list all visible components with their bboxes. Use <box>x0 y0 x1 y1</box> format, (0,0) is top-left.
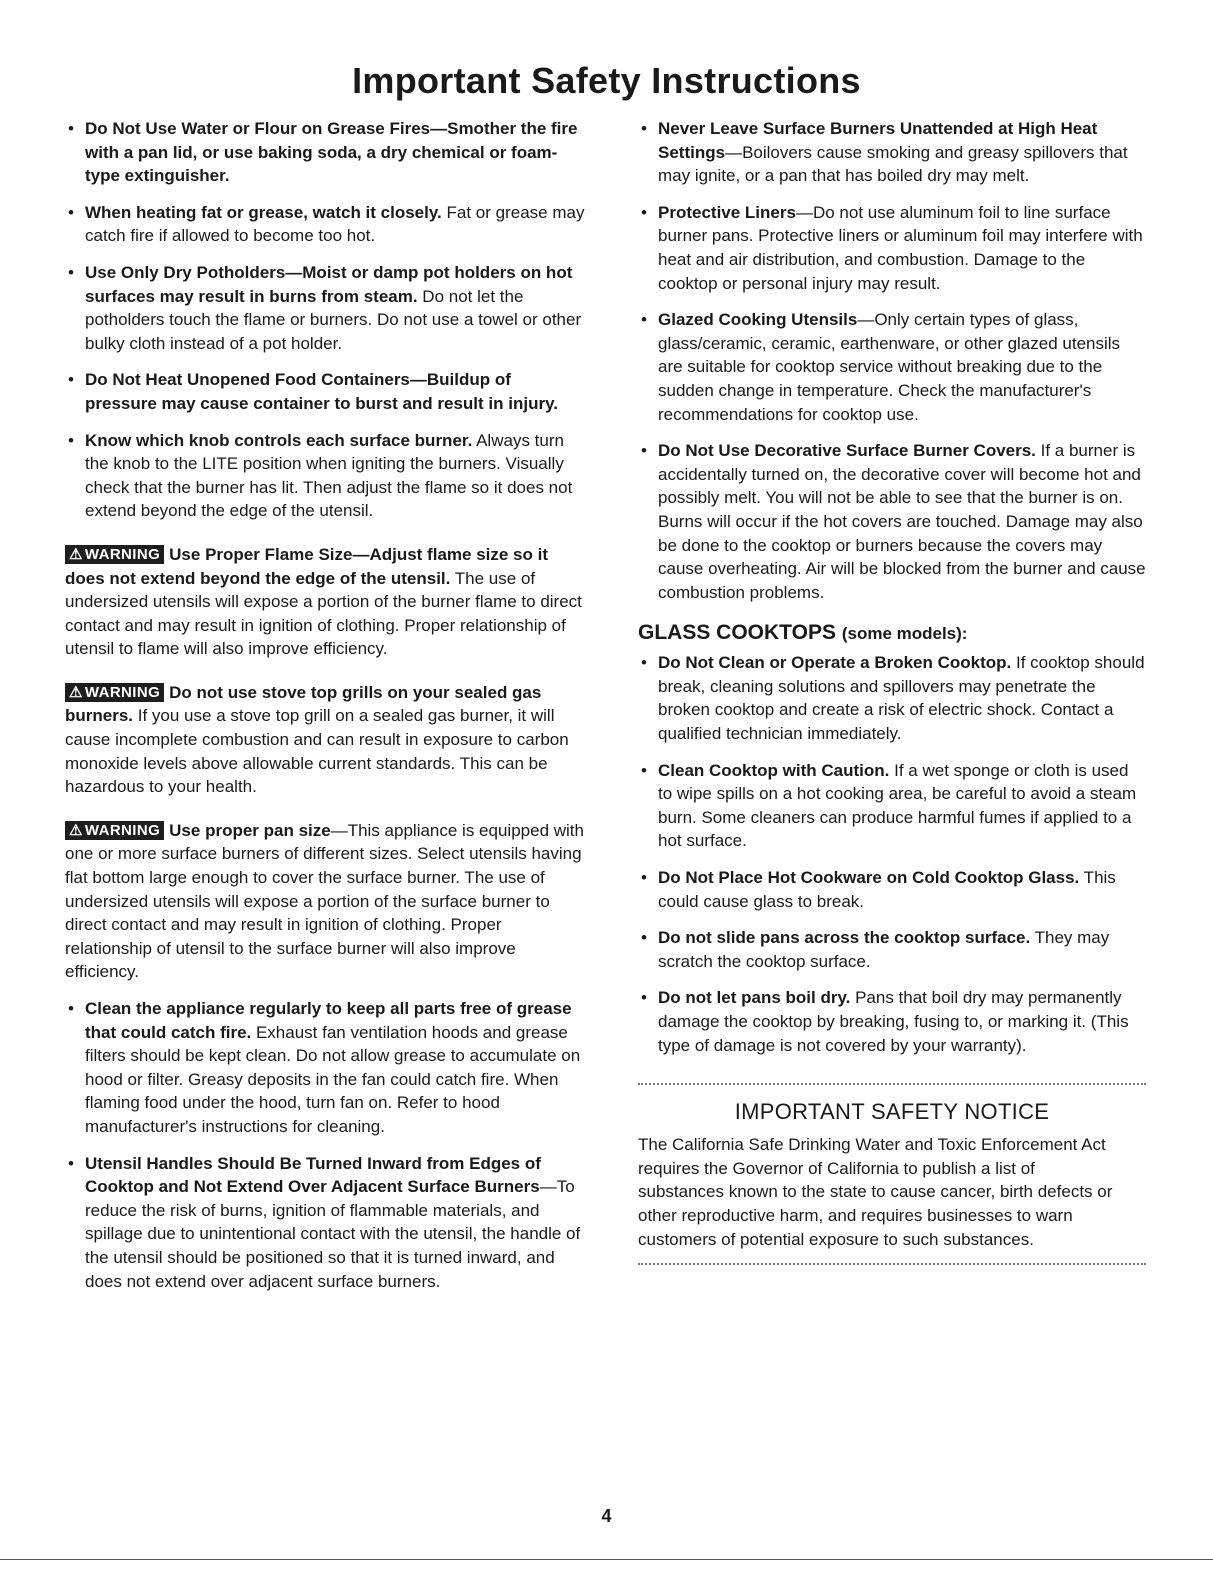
item-heading: Do not slide pans across the cooktop surface. <box>658 928 1031 948</box>
warning-triangle-icon: ⚠ <box>69 821 83 839</box>
item-heading: Protective Liners <box>658 202 796 222</box>
item-heading: Do Not Clean or Operate a Broken Cooktop. <box>658 653 1012 673</box>
list-item <box>638 759 1146 853</box>
warning-label: WARNING <box>84 545 161 563</box>
list-item <box>65 117 585 188</box>
warning-paragraph <box>65 681 585 799</box>
item-text: They may scratch the cooktop surface. <box>658 928 1110 971</box>
item-text: —Do not use aluminum foil to line surface burner pans. Protective liners or aluminum foil may interfere with heat and air distribution, and combustion. Damage to the cooktop or personal injury may result. <box>658 202 1143 293</box>
item-text: This could cause glass to break. <box>658 868 1116 911</box>
page-title: Important Safety Instructions <box>352 60 861 101</box>
item-heading: Utensil Handles Should Be Turned Inward from Edges of Cooktop and Not Extend Over Adjacent Surface Burners <box>85 1153 541 1197</box>
item-text: —Only certain types of glass, glass/ceramic, ceramic, earthenware, or other glazed utensils are suitable for cooktop service without breaking due to the sudden change in temperature. Check the manufacturer's recommendations for cooktop use. <box>658 310 1121 424</box>
warning-label: WARNING <box>84 821 161 839</box>
list-item <box>65 997 585 1139</box>
warning-text: The use of undersized utensils will expose a portion of the burner flame to direct contact and may result in ignition of clothing. Proper relationship of utensil to flame will also improve efficiency. <box>65 568 582 659</box>
warning-paragraph <box>65 819 585 984</box>
warning-text: If you use a stove top grill on a sealed gas burner, it will cause incomplete combustion and can result in exposure to carbon monoxide levels above allowable current standards. This can be hazardous to your health. <box>65 706 569 797</box>
item-heading: Never Leave Surface Burners Unattended at High Heat Settings <box>658 119 1098 162</box>
glass-cooktops-subtitle: (some models): <box>841 624 968 644</box>
warning-badge <box>65 683 164 702</box>
item-heading: Do Not Heat Unopened Food Containers—Buildup of pressure may cause container to burst and result in injury. <box>85 370 558 413</box>
item-text: Do not let the potholders touch the flame or burners. Do not use a towel or other bulky cloth instead of a pot holder. <box>85 286 582 353</box>
notice-title: IMPORTANT SAFETY NOTICE <box>734 1099 1050 1125</box>
warning-heading: Use proper pan size <box>169 820 331 840</box>
list-item <box>65 429 585 523</box>
list-item <box>638 201 1146 295</box>
list-item <box>65 1152 585 1294</box>
item-text: Pans that boil dry may permanently damage the cooktop by breaking, fusing to, or marking it. (This type of damage is not covered by your warranty). <box>658 988 1129 1055</box>
item-text: If a wet sponge or cloth is used to wipe spills on a hot cooking area, be careful to avoid a steam burn. Some cleaners can produce harmful fumes if applied to a hot surface. <box>658 760 1137 851</box>
warning-badge <box>65 545 164 564</box>
item-heading: Do Not Place Hot Cookware on Cold Cooktop Glass. <box>658 868 1080 888</box>
page-number: 4 <box>601 1506 612 1526</box>
item-text: Fat or grease may catch fire if allowed to become too hot. <box>85 202 585 246</box>
item-text: Exhaust fan ventilation hoods and grease filters should be kept clean. Do not allow grease to accumulate on hood or filter. Greasy deposits in the fan could catch fire. When flaming food under the hood, turn fan on. Refer to hood manufacturer's instructions for cleaning. <box>85 1022 581 1136</box>
warning-heading: Do not use stove top grills on your sealed gas burners. <box>65 682 542 726</box>
item-heading: Do Not Use Water or Flour on Grease Fires—Smother the fire with a pan lid, or use baking soda, a dry chemical or foam-type extinguisher. <box>85 119 578 186</box>
item-text: If a burner is accidentally turned on, the decorative cover will become hot and possibly melt. You will not be able to see that the burner is on. Burns will occur if the hot covers are touched. Damage may also be done to the cooktop or burners because the covers may cause overheating. Air will be blocked from the burner and cause combustion problems. <box>658 441 1146 602</box>
item-heading: Know which knob controls each surface burner. <box>85 430 473 450</box>
glass-cooktops-heading <box>638 620 1146 647</box>
item-text: If cooktop should break, cleaning solutions and spillovers may penetrate the broken cooktop and create a risk of electric shock. Contact a qualified technician immediately. <box>658 653 1145 744</box>
warning-text: —This appliance is equipped with one or more surface burners of different sizes. Select utensils having flat bottom large enough to cover the surface burner. The use of undersized utensils will expose a portion of the surface burner to direct contact and may result in ignition of clothing. Proper relationship of utensil to the surface burner will also improve efficiency. <box>65 820 584 982</box>
item-text: Always turn the knob to the LITE position when igniting the burners. Visually check that the burner has lit. Then adjust the flame so it does not extend beyond the edge of the utensil. <box>85 430 573 521</box>
list-item <box>638 986 1146 1057</box>
list-item <box>638 439 1146 604</box>
item-heading: When heating fat or grease, watch it closely. <box>85 202 442 222</box>
list-item <box>65 201 585 248</box>
item-heading: Clean Cooktop with Caution. <box>658 760 890 780</box>
warning-triangle-icon: ⚠ <box>69 545 83 563</box>
notice-divider-bottom <box>638 1263 1146 1265</box>
warning-triangle-icon: ⚠ <box>69 683 83 701</box>
warning-badge <box>65 821 164 840</box>
notice-divider-top <box>638 1083 1146 1085</box>
list-item <box>638 926 1146 973</box>
warning-heading: Use Proper Flame Size—Adjust flame size so it does not extend beyond the edge of the utensil. <box>65 544 548 588</box>
item-text: —Boilovers cause smoking and greasy spillovers that may ignite, or a pan that has boiled dry may melt. <box>658 142 1128 186</box>
list-item <box>638 866 1146 913</box>
item-heading: Do Not Use Decorative Surface Burner Covers. <box>658 441 1036 461</box>
warning-paragraph <box>65 543 585 661</box>
list-item <box>638 651 1146 745</box>
item-heading: Do not let pans boil dry. <box>658 988 851 1008</box>
left-column <box>65 117 585 1306</box>
notice-body: The California Safe Drinking Water and Toxic Enforcement Act requires the Governor of California to publish a list of substances known to the state to cause cancer, birth defects or other reproductive harm, and requires businesses to warn customers of potential exposure to such substances. <box>638 1135 1113 1249</box>
list-item <box>65 368 585 415</box>
item-heading: Clean the appliance regularly to keep all parts free of grease that could catch fire. <box>85 999 572 1042</box>
item-heading: Glazed Cooking Utensils <box>658 310 858 330</box>
warning-label: WARNING <box>84 683 161 701</box>
bottom-rule <box>0 1559 1213 1560</box>
item-heading: Use Only Dry Potholders—Moist or damp pot holders on hot surfaces may result in burns from steam. <box>85 262 573 306</box>
list-item <box>638 308 1146 426</box>
list-item <box>638 117 1146 188</box>
glass-cooktops-title: GLASS COOKTOPS <box>638 621 836 645</box>
item-text: —To reduce the risk of burns, ignition of flammable materials, and spillage due to unintentional contact with the utensil, the handle of the utensil should be positioned so that it is turned inward, and does not extend over adjacent surface burners. <box>85 1177 581 1291</box>
list-item <box>65 261 585 355</box>
right-column <box>638 117 1146 1265</box>
